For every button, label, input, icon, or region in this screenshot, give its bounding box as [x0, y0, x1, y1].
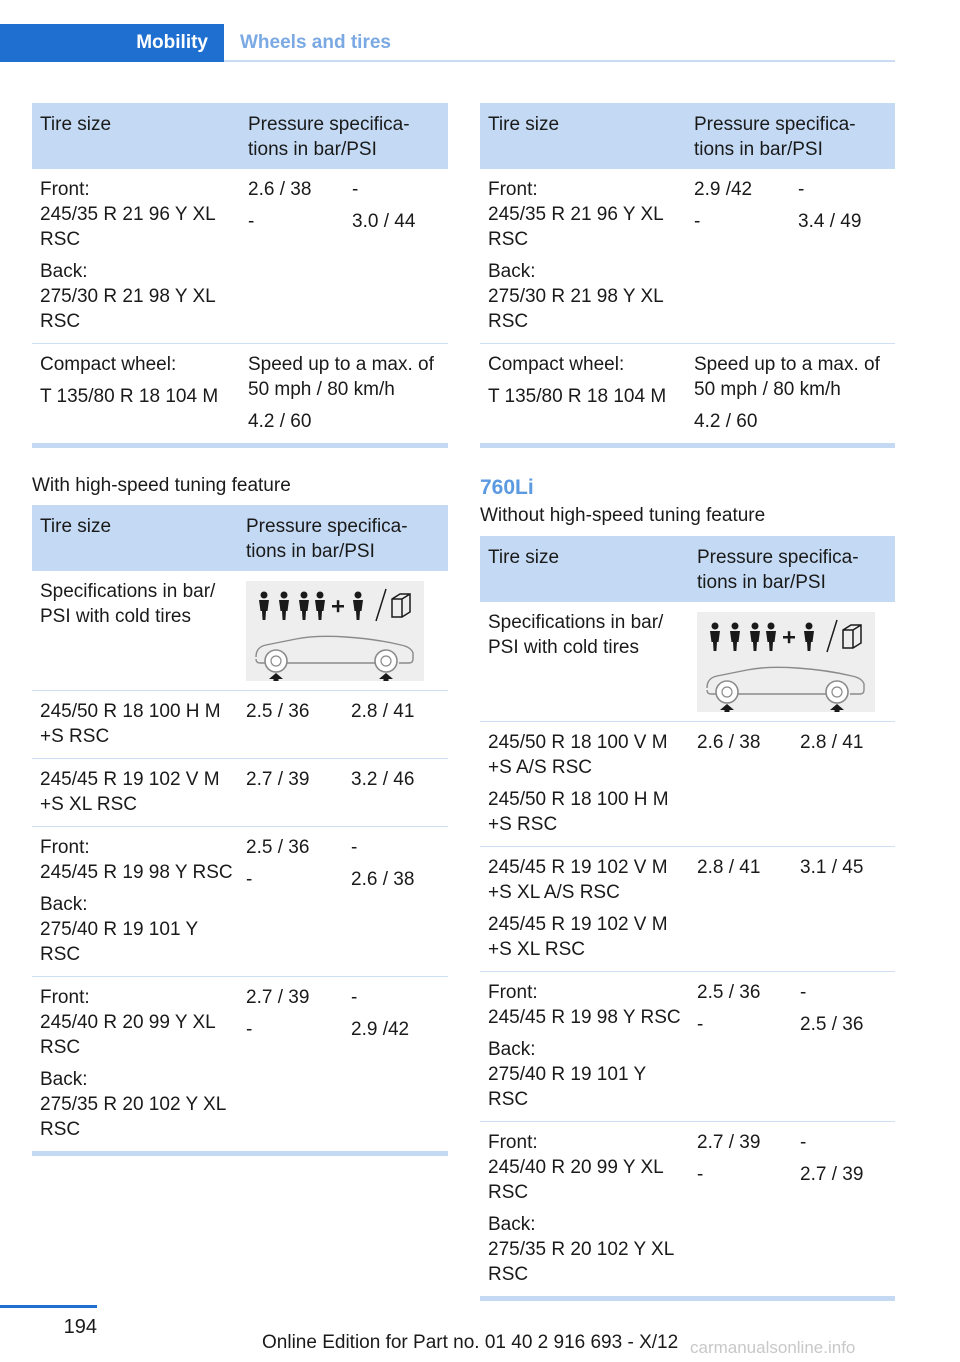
tire-size-cell: Front: 245/35 R 21 96 Y XL RSC Back: 275/30 R 21 98 Y XL RSC [40, 179, 216, 332]
table-row [480, 1122, 895, 1299]
table-row [32, 691, 448, 759]
pressure-cell: 2.6 / 38 - [248, 179, 312, 232]
pressure-cell: - 2.6 / 38 [351, 837, 415, 890]
table-row [32, 827, 448, 977]
tire-size-cell: Front: 245/45 R 19 98 Y RSC Back: 275/40 R 19 101 Y RSC [488, 982, 681, 1110]
pictogram-cell [689, 602, 895, 722]
tire-pressure-table [480, 536, 895, 1301]
pictogram-cell [238, 571, 448, 691]
tire-size-cell: Compact wheel: T 135/80 R 18 104 M [488, 354, 667, 407]
pressure-cell: 2.5 / 36 [246, 701, 310, 722]
pressure-note-cell: Speed up to a max. of 50 mph / 80 km/h 4.2 / 60 [694, 354, 880, 432]
spec-label-cell: Specifications in bar/ PSI with cold tires [488, 612, 664, 658]
pressure-cell: - 2.7 / 39 [800, 1132, 864, 1185]
load-condition-pictogram [697, 612, 875, 712]
pressure-cell: - 3.4 / 49 [798, 179, 862, 232]
watermark: carmanualsonline.info [690, 1338, 856, 1357]
pressure-cell: 2.9 /42 - [694, 179, 753, 232]
pressure-cell: 2.7 / 39 - [697, 1132, 761, 1185]
table-row [32, 571, 448, 691]
pressure-cell: - 2.9 /42 [351, 987, 410, 1040]
tire-pressure-table [32, 505, 448, 1156]
edition-note: Online Edition for Part no. 01 40 2 916 693 - X/12 [262, 1332, 679, 1353]
section-caption: Without high-speed tuning feature [480, 505, 766, 526]
left-column [32, 103, 448, 1156]
table-row [480, 972, 895, 1122]
pressure-cell: 2.7 / 39 - [246, 987, 310, 1040]
right-column [480, 103, 895, 1301]
tire-size-cell: 245/45 R 19 102 V M +S XL A/S RSC 245/45 R 19 102 V M +S XL RSC [488, 857, 668, 960]
table-row [32, 344, 448, 446]
tire-size-cell: Compact wheel: T 135/80 R 18 104 M [40, 354, 219, 407]
table-row [480, 722, 895, 847]
table-row [32, 169, 448, 344]
pressure-cell: 2.8 / 41 [351, 701, 415, 722]
tire-size-cell: Front: 245/40 R 20 99 Y XL RSC Back: 275/35 R 20 102 Y XL RSC [488, 1132, 675, 1285]
tab-wheels-and-tires[interactable]: Wheels and tires [240, 32, 391, 53]
column-header-pressure: Pressure specifica- tions in bar/PSI [689, 536, 895, 602]
load-condition-pictogram [246, 581, 424, 681]
table-row [480, 847, 895, 972]
column-header-tire-size: Tire size [32, 505, 238, 571]
footer-accent-bar [0, 1305, 97, 1308]
column-header-pressure: Pressure specifica- tions in bar/PSI [240, 103, 448, 169]
column-header-tire-size: Tire size [480, 536, 689, 602]
chapter-header [0, 24, 895, 62]
page-number: 194 [63, 1316, 97, 1338]
section-caption: With high-speed tuning feature [32, 475, 291, 496]
pressure-cell: 3.1 / 45 [800, 857, 864, 878]
table-row [480, 344, 895, 446]
table-row [32, 977, 448, 1154]
tire-size-cell: Front: 245/45 R 19 98 Y RSC Back: 275/40 R 19 101 Y RSC [40, 837, 233, 965]
pressure-cell: 2.7 / 39 [246, 769, 310, 790]
pressure-cell: 2.5 / 36 - [246, 837, 310, 890]
tire-pressure-table [32, 103, 448, 448]
tire-size-cell: 245/45 R 19 102 V M +S XL RSC [40, 769, 220, 815]
spec-label-cell: Specifications in bar/ PSI with cold tires [40, 581, 216, 627]
column-header-tire-size: Tire size [32, 103, 240, 169]
tire-size-cell: 245/50 R 18 100 V M +S A/S RSC 245/50 R 18 100 H M +S RSC [488, 732, 669, 835]
pressure-cell: 2.8 / 41 [697, 857, 761, 878]
tab-mobility[interactable]: Mobility [0, 24, 224, 62]
table-row [480, 602, 895, 722]
table-row [32, 759, 448, 827]
pressure-cell: 2.8 / 41 [800, 732, 864, 753]
column-header-pressure: Pressure specifica- tions in bar/PSI [238, 505, 448, 571]
tire-size-cell: Front: 245/40 R 20 99 Y XL RSC Back: 275/35 R 20 102 Y XL RSC [40, 987, 227, 1140]
pressure-note-cell: Speed up to a max. of 50 mph / 80 km/h 4.2 / 60 [248, 354, 434, 432]
pressure-cell: 2.5 / 36 - [697, 982, 761, 1035]
pressure-cell: - 2.5 / 36 [800, 982, 864, 1035]
model-heading: 760Li [480, 476, 534, 499]
column-header-pressure: Pressure specifica- tions in bar/PSI [686, 103, 895, 169]
tire-pressure-table [480, 103, 895, 448]
pressure-cell: 3.2 / 46 [351, 769, 415, 790]
table-row [480, 169, 895, 344]
column-header-tire-size: Tire size [480, 103, 686, 169]
pressure-cell: 2.6 / 38 [697, 732, 761, 753]
tire-size-cell: Front: 245/35 R 21 96 Y XL RSC Back: 275/30 R 21 98 Y XL RSC [488, 179, 664, 332]
pressure-cell: - 3.0 / 44 [352, 179, 416, 232]
tire-size-cell: 245/50 R 18 100 H M +S RSC [40, 701, 221, 747]
